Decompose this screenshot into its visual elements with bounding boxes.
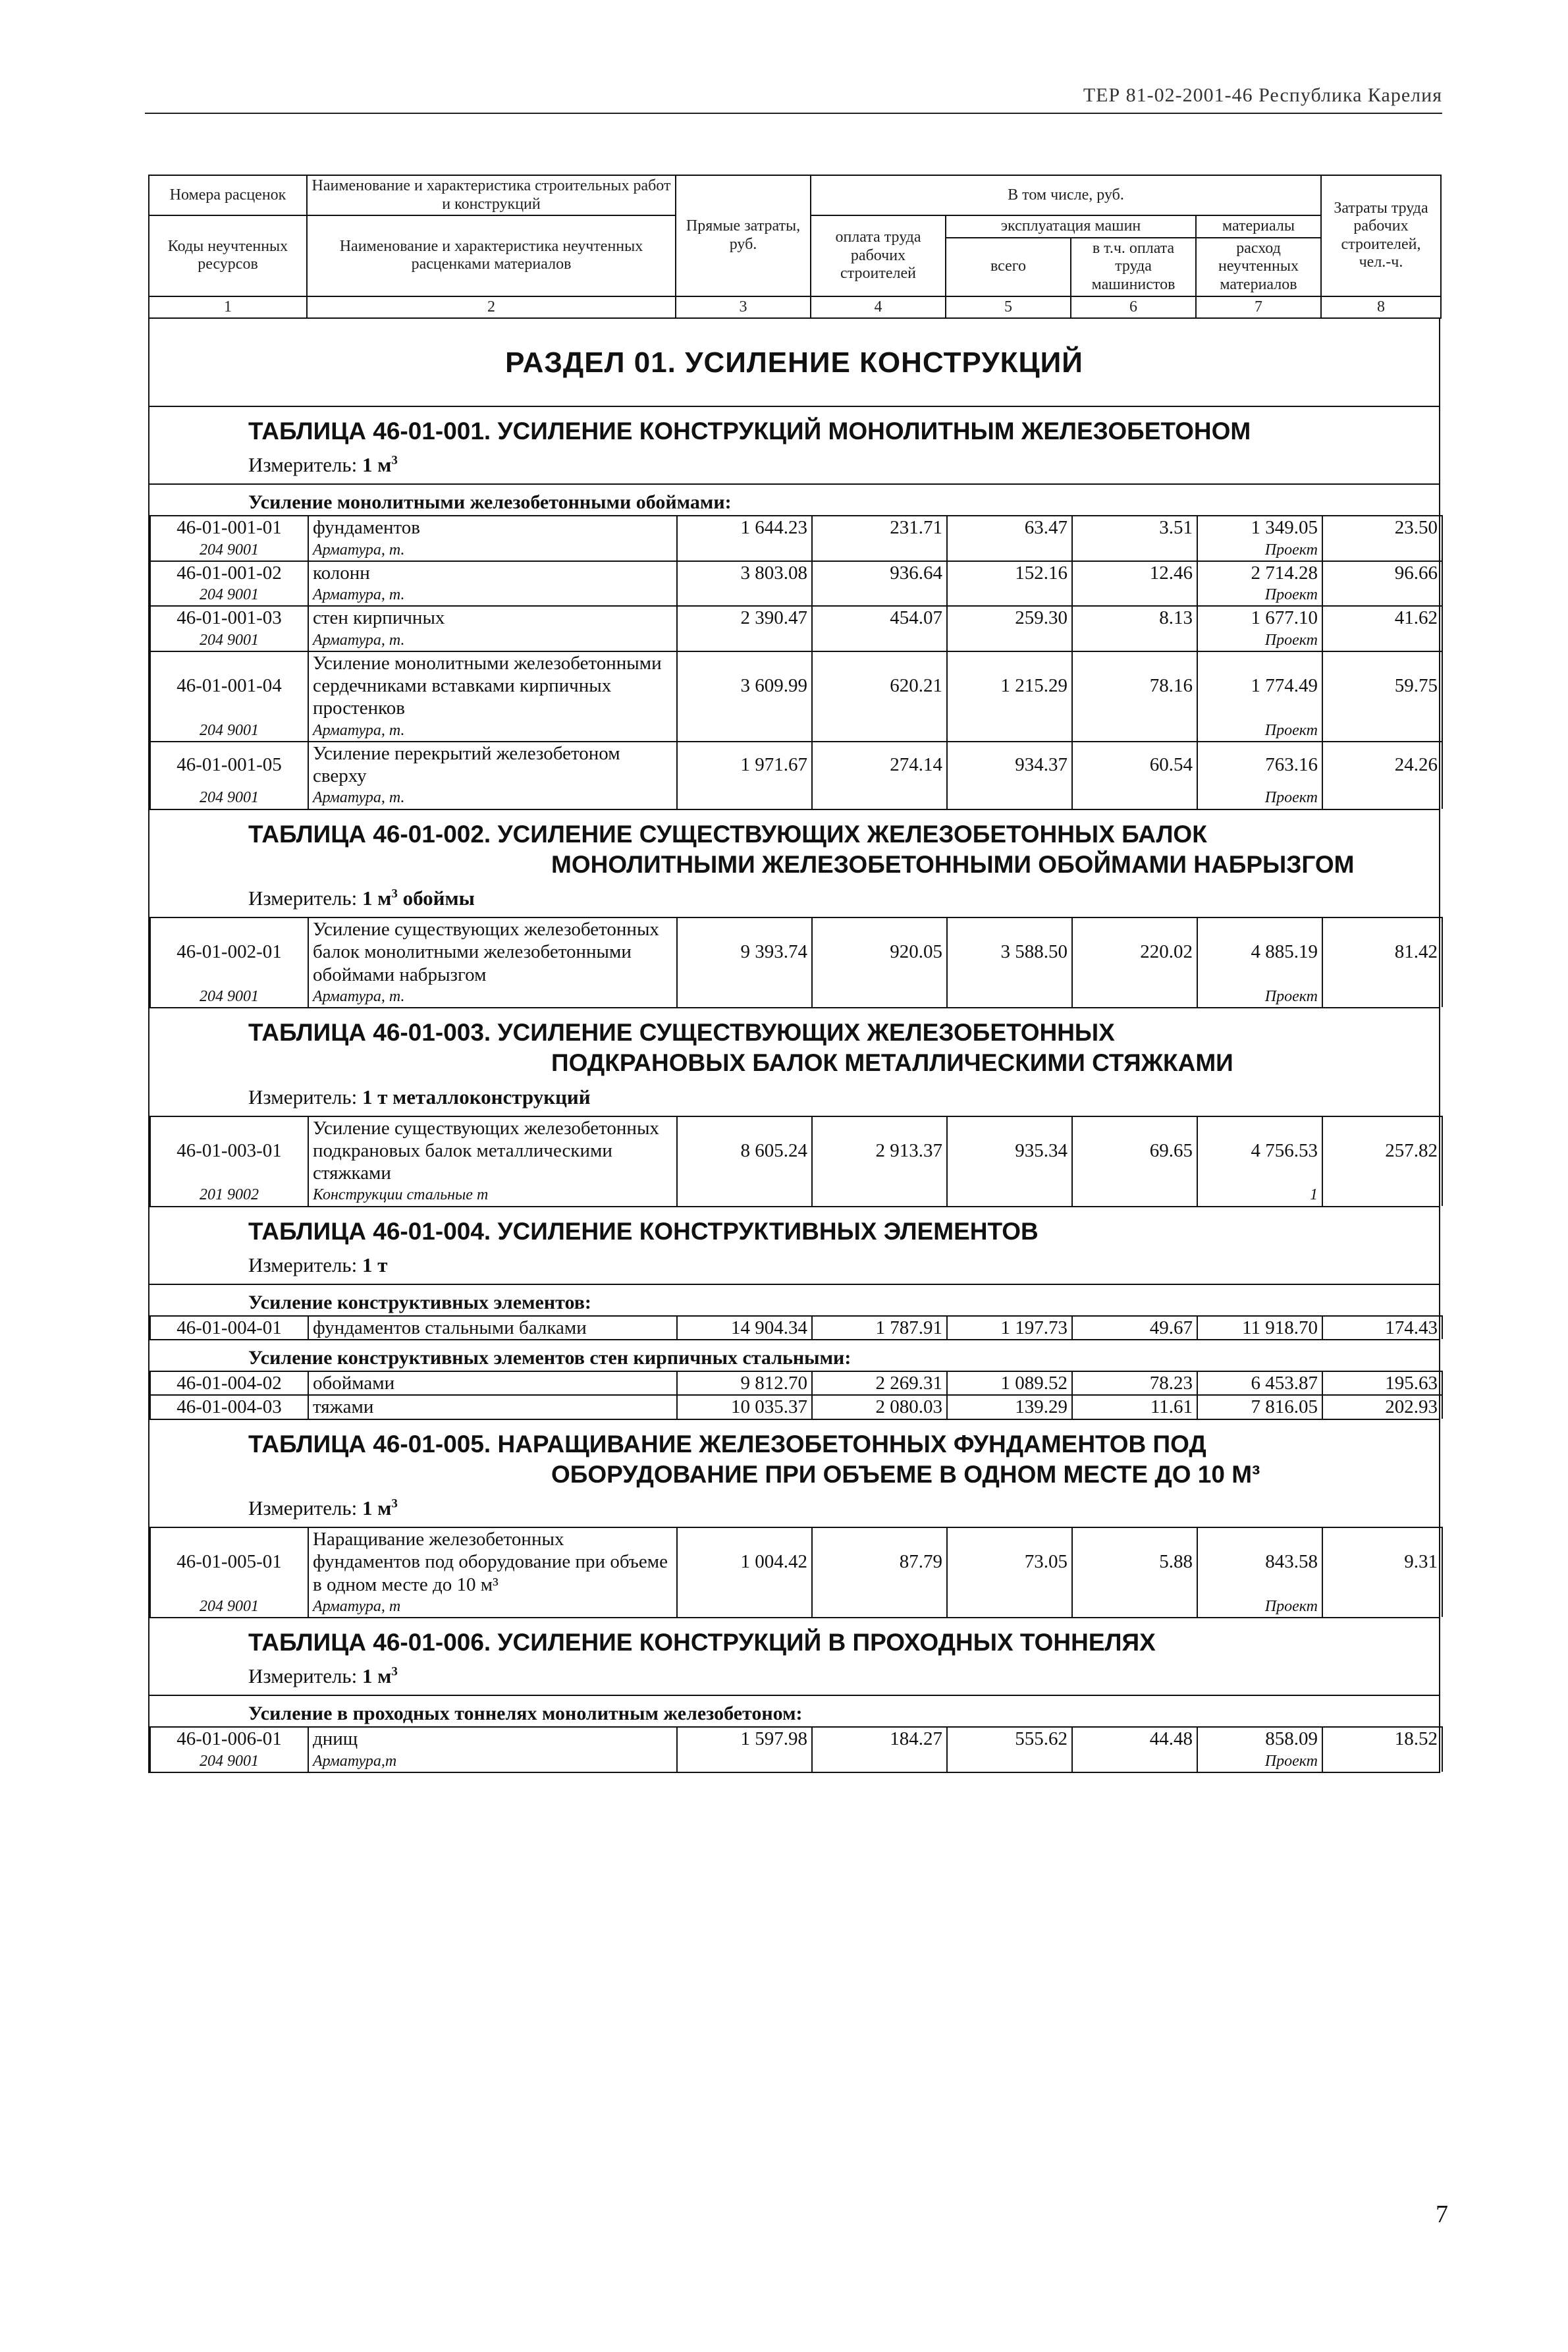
- machine-costs: 63.47: [947, 516, 1072, 539]
- group-subheading: Усиление монолитными железобетонными обоймами:: [149, 483, 1439, 515]
- labor-wages: 920.05: [812, 917, 947, 986]
- resource-name: Арматура, т.: [308, 720, 677, 742]
- work-name: фундаментов стальными балками: [308, 1316, 677, 1339]
- table-row: [150, 1527, 1442, 1596]
- material-costs: 1 677.10: [1197, 606, 1322, 629]
- labor-wages: 184.27: [812, 1727, 947, 1750]
- rate-code: 46-01-004-03: [150, 1395, 308, 1418]
- unit-line: [149, 1494, 1439, 1527]
- empty-cell: [947, 630, 1072, 651]
- table-title: [149, 1618, 1439, 1662]
- unit-label: Измеритель:: [248, 1085, 362, 1108]
- labor-wages: 454.07: [812, 606, 947, 629]
- rate-code: 46-01-001-04: [150, 651, 308, 720]
- machine-costs: 259.30: [947, 606, 1072, 629]
- material-costs: 7 816.05: [1197, 1395, 1322, 1418]
- empty-cell: [677, 986, 812, 1007]
- direct-costs: 10 035.37: [677, 1395, 812, 1418]
- empty-cell: [677, 720, 812, 742]
- direct-costs: 14 904.34: [677, 1316, 812, 1339]
- empty-cell: [677, 630, 812, 651]
- labor-hours: 81.42: [1322, 917, 1442, 986]
- material-costs: 6 453.87: [1197, 1371, 1322, 1395]
- machine-costs: 1 089.52: [947, 1371, 1072, 1395]
- rate-code: 46-01-001-02: [150, 561, 308, 584]
- table-row: [150, 742, 1442, 787]
- labor-wages: 274.14: [812, 742, 947, 787]
- labor-hours: 18.52: [1322, 1727, 1442, 1750]
- unit-value: 1 м: [362, 1664, 392, 1688]
- labor-hours: 202.93: [1322, 1395, 1442, 1418]
- empty-cell: [812, 1596, 947, 1617]
- labor-wages: 936.64: [812, 561, 947, 584]
- machine-costs: 555.62: [947, 1727, 1072, 1750]
- rate-code: 46-01-004-01: [150, 1316, 308, 1339]
- unit-value: 1 м: [362, 1496, 392, 1520]
- empty-cell: [947, 787, 1072, 808]
- resource-row: [150, 720, 1442, 742]
- empty-cell: [1072, 1184, 1197, 1205]
- empty-cell: [1072, 539, 1197, 561]
- labor-wages: 231.71: [812, 516, 947, 539]
- resource-name: Арматура, т: [308, 1596, 677, 1617]
- resource-code: 204 9001: [150, 720, 308, 742]
- table-row: [150, 516, 1442, 539]
- document-header: ТЕР 81-02-2001-46 Республика Карелия: [1083, 84, 1442, 106]
- page-number: 7: [1436, 2201, 1448, 2228]
- resource-row: [150, 1596, 1442, 1617]
- machinist-wages: 44.48: [1072, 1727, 1197, 1750]
- empty-cell: [677, 539, 812, 561]
- empty-cell: [947, 720, 1072, 742]
- resource-row: [150, 1184, 1442, 1205]
- col-number: 2: [307, 296, 676, 319]
- empty-cell: [947, 539, 1072, 561]
- labor-hours: 59.75: [1322, 651, 1442, 720]
- table-title: [149, 1420, 1439, 1494]
- machine-costs: 1 215.29: [947, 651, 1072, 720]
- machines-header: эксплуатация машин: [946, 215, 1196, 238]
- resource-code: 204 9001: [150, 584, 308, 606]
- materials-header: материалы: [1196, 215, 1321, 238]
- unit-superscript: 3: [391, 454, 398, 468]
- table-title: [149, 1008, 1439, 1083]
- col-7-header: расход неучтенных материалов: [1196, 238, 1321, 296]
- unit-superscript: 3: [391, 1496, 398, 1511]
- direct-costs: 9 393.74: [677, 917, 812, 986]
- rate-table: [149, 1527, 1443, 1617]
- col-4-header: оплата труда рабочих строителей: [811, 215, 946, 296]
- unit-label: Измеритель:: [248, 887, 362, 910]
- table-row: [150, 651, 1442, 720]
- resource-name: Арматура, т.: [308, 584, 677, 606]
- empty-cell: [947, 1751, 1072, 1772]
- rate-code: 46-01-004-02: [150, 1371, 308, 1395]
- table-title-line-1: ТАБЛИЦА 46-01-006. УСИЛЕНИЕ КОНСТРУКЦИЙ В ПРОХОДНЫХ ТОННЕЛЯХ: [248, 1629, 1156, 1656]
- table-row: [150, 561, 1442, 584]
- resource-consumption: Проект: [1197, 1751, 1322, 1772]
- empty-cell: [677, 584, 812, 606]
- unit-superscript: 3: [391, 1664, 398, 1679]
- empty-cell: [677, 1184, 812, 1205]
- empty-cell: [1322, 1596, 1442, 1617]
- group-subheading: Усиление в проходных тоннелях монолитным железобетоном:: [149, 1695, 1439, 1726]
- col-3-header: Прямые затраты, руб.: [676, 175, 811, 296]
- material-costs: 858.09: [1197, 1727, 1322, 1750]
- machinist-wages: 8.13: [1072, 606, 1197, 629]
- resource-name: Арматура, т.: [308, 787, 677, 808]
- rate-code: 46-01-005-01: [150, 1527, 308, 1596]
- empty-cell: [677, 1596, 812, 1617]
- unit-tail: обоймы: [397, 887, 475, 910]
- unit-value: 1 т: [362, 1253, 388, 1276]
- labor-hours: 195.63: [1322, 1371, 1442, 1395]
- table-title: [149, 407, 1439, 451]
- material-costs: 4 885.19: [1197, 917, 1322, 986]
- labor-hours: 257.82: [1322, 1116, 1442, 1185]
- table-title: [149, 1207, 1439, 1251]
- labor-hours: 9.31: [1322, 1527, 1442, 1596]
- machinist-wages: 69.65: [1072, 1116, 1197, 1185]
- labor-wages: 1 787.91: [812, 1316, 947, 1339]
- resource-name: Арматура, т.: [308, 630, 677, 651]
- work-name: Усиление существующих железобетонных подкрановых балок металлическими стяжками: [308, 1116, 677, 1185]
- work-name: Усиление монолитными железобетонными сердечниками вставками кирпичных простенков: [308, 651, 677, 720]
- resource-row: [150, 787, 1442, 808]
- material-costs: 4 756.53: [1197, 1116, 1322, 1185]
- col-group-header: В том числе, руб.: [811, 175, 1321, 215]
- resource-name: Арматура, т.: [308, 539, 677, 561]
- material-costs: 11 918.70: [1197, 1316, 1322, 1339]
- direct-costs: 2 390.47: [677, 606, 812, 629]
- direct-costs: 1 004.42: [677, 1527, 812, 1596]
- direct-costs: 8 605.24: [677, 1116, 812, 1185]
- empty-cell: [1072, 1751, 1197, 1772]
- col-number: 8: [1321, 296, 1441, 319]
- col-2-top: Наименование и характеристика строительных работ и конструкций: [307, 175, 676, 215]
- empty-cell: [812, 539, 947, 561]
- header-rule: [145, 113, 1442, 114]
- machinist-wages: 60.54: [1072, 742, 1197, 787]
- table-row: [150, 606, 1442, 629]
- machine-costs: 3 588.50: [947, 917, 1072, 986]
- resource-row: [150, 986, 1442, 1007]
- rate-table-block: [148, 1618, 1440, 1773]
- resource-consumption: Проект: [1197, 539, 1322, 561]
- empty-cell: [812, 630, 947, 651]
- col-number: 3: [676, 296, 811, 319]
- table-title-line-1: ТАБЛИЦА 46-01-004. УСИЛЕНИЕ КОНСТРУКТИВНЫХ ЭЛЕМЕНТОВ: [248, 1217, 1039, 1245]
- empty-cell: [1072, 630, 1197, 651]
- resource-row: [150, 539, 1442, 561]
- work-name: тяжами: [308, 1395, 677, 1418]
- direct-costs: 3 609.99: [677, 651, 812, 720]
- rate-code: 46-01-006-01: [150, 1727, 308, 1750]
- table-title-line-2: ПОДКРАНОВЫХ БАЛОК МЕТАЛЛИЧЕСКИМИ СТЯЖКАМИ: [551, 1049, 1233, 1077]
- empty-cell: [812, 986, 947, 1007]
- col-number: 6: [1071, 296, 1196, 319]
- group-subheading: Усиление конструктивных элементов стен кирпичных стальными:: [149, 1339, 1439, 1371]
- machine-costs: 139.29: [947, 1395, 1072, 1418]
- machinist-wages: 78.23: [1072, 1371, 1197, 1395]
- labor-wages: 2 080.03: [812, 1395, 947, 1418]
- machinist-wages: 3.51: [1072, 516, 1197, 539]
- resource-consumption: Проект: [1197, 584, 1322, 606]
- resource-name: Арматура, т.: [308, 986, 677, 1007]
- material-costs: 763.16: [1197, 742, 1322, 787]
- resource-code: 201 9002: [150, 1184, 308, 1205]
- table-title-line-2: МОНОЛИТНЫМИ ЖЕЛЕЗОБЕТОННЫМИ ОБОЙМАМИ НАБРЫЗГОМ: [551, 850, 1355, 878]
- rate-table: [149, 1371, 1443, 1418]
- work-name: фундаментов: [308, 516, 677, 539]
- empty-cell: [812, 720, 947, 742]
- empty-cell: [677, 1751, 812, 1772]
- table-title-line-1: ТАБЛИЦА 46-01-002. УСИЛЕНИЕ СУЩЕСТВУЮЩИХ ЖЕЛЕЗОБЕТОННЫХ БАЛОК: [248, 820, 1207, 848]
- empty-cell: [947, 986, 1072, 1007]
- labor-wages: 2 269.31: [812, 1371, 947, 1395]
- empty-cell: [812, 584, 947, 606]
- machine-costs: 935.34: [947, 1116, 1072, 1185]
- direct-costs: 9 812.70: [677, 1371, 812, 1395]
- empty-cell: [1322, 584, 1442, 606]
- rate-table-block: [148, 1008, 1440, 1207]
- rate-code: 46-01-001-05: [150, 742, 308, 787]
- col-2-bottom: Наименование и характеристика неучтенных расценками материалов: [307, 215, 676, 296]
- unit-value: 1 т металлоконструкций: [362, 1085, 591, 1108]
- empty-cell: [1322, 986, 1442, 1007]
- machinist-wages: 12.46: [1072, 561, 1197, 584]
- rate-table: [149, 1315, 1443, 1339]
- empty-cell: [1072, 584, 1197, 606]
- empty-cell: [947, 1184, 1072, 1205]
- unit-line: [149, 1083, 1439, 1116]
- material-costs: 843.58: [1197, 1527, 1322, 1596]
- unit-label: Измеритель:: [248, 453, 362, 477]
- resource-consumption: Проект: [1197, 630, 1322, 651]
- unit-label: Измеритель:: [248, 1253, 362, 1276]
- table-row: [150, 1116, 1442, 1185]
- resource-consumption: Проект: [1197, 1596, 1322, 1617]
- table-title: [149, 810, 1439, 885]
- labor-wages: 87.79: [812, 1527, 947, 1596]
- direct-costs: 3 803.08: [677, 561, 812, 584]
- empty-cell: [1322, 720, 1442, 742]
- machinist-wages: 11.61: [1072, 1395, 1197, 1418]
- rate-table-block: [148, 810, 1440, 1008]
- rate-table-block: [148, 407, 1440, 810]
- unit-value: 1 м: [362, 453, 392, 477]
- direct-costs: 1 597.98: [677, 1727, 812, 1750]
- machine-costs: 934.37: [947, 742, 1072, 787]
- machine-costs: 1 197.73: [947, 1316, 1072, 1339]
- material-costs: 1 774.49: [1197, 651, 1322, 720]
- empty-cell: [812, 787, 947, 808]
- labor-hours: 24.26: [1322, 742, 1442, 787]
- resource-consumption: 1: [1197, 1184, 1322, 1205]
- machine-costs: 73.05: [947, 1527, 1072, 1596]
- material-costs: 2 714.28: [1197, 561, 1322, 584]
- empty-cell: [812, 1184, 947, 1205]
- table-row: [150, 917, 1442, 986]
- resource-code: 204 9001: [150, 986, 308, 1007]
- column-header-table: [148, 175, 1442, 319]
- empty-cell: [1072, 787, 1197, 808]
- rate-code: 46-01-002-01: [150, 917, 308, 986]
- resource-code: 204 9001: [150, 539, 308, 561]
- direct-costs: 1 644.23: [677, 516, 812, 539]
- work-name: Усиление существующих железобетонных балок монолитными железобетонными обоймами набрызгом: [308, 917, 677, 986]
- resource-row: [150, 630, 1442, 651]
- resource-code: 204 9001: [150, 1751, 308, 1772]
- work-name: обоймами: [308, 1371, 677, 1395]
- labor-hours: 41.62: [1322, 606, 1442, 629]
- resource-code: 204 9001: [150, 1596, 308, 1617]
- work-name: Наращивание железобетонных фундаментов под оборудование при объеме в одном месте до 10 м³: [308, 1527, 677, 1596]
- col-number: 1: [149, 296, 307, 319]
- resource-code: 204 9001: [150, 630, 308, 651]
- work-name: стен кирпичных: [308, 606, 677, 629]
- labor-hours: 23.50: [1322, 516, 1442, 539]
- rate-table: [149, 1116, 1443, 1206]
- empty-cell: [947, 1596, 1072, 1617]
- work-name: Усиление перекрытий железобетоном сверху: [308, 742, 677, 787]
- col-number: 5: [946, 296, 1071, 319]
- resource-consumption: Проект: [1197, 787, 1322, 808]
- col-number: 7: [1196, 296, 1321, 319]
- empty-cell: [1322, 539, 1442, 561]
- labor-hours: 174.43: [1322, 1316, 1442, 1339]
- empty-cell: [947, 584, 1072, 606]
- unit-line: [149, 884, 1439, 917]
- resource-consumption: Проект: [1197, 986, 1322, 1007]
- material-costs: 1 349.05: [1197, 516, 1322, 539]
- col-1-top: Номера расценок: [149, 175, 307, 215]
- section-block: [148, 319, 1440, 407]
- rate-table-block: [148, 1207, 1440, 1420]
- col-1-bottom: Коды неучтенных ресурсов: [149, 215, 307, 296]
- empty-cell: [1322, 630, 1442, 651]
- unit-label: Измеритель:: [248, 1496, 362, 1520]
- machinist-wages: 49.67: [1072, 1316, 1197, 1339]
- empty-cell: [677, 787, 812, 808]
- empty-cell: [1072, 986, 1197, 1007]
- empty-cell: [1072, 1596, 1197, 1617]
- resource-name: Конструкции стальные т: [308, 1184, 677, 1205]
- resource-name: Арматура,т: [308, 1751, 677, 1772]
- unit-superscript: 3: [391, 887, 398, 901]
- empty-cell: [1322, 787, 1442, 808]
- col-5-header: всего: [946, 238, 1071, 296]
- rate-table: [149, 917, 1443, 1007]
- machinist-wages: 220.02: [1072, 917, 1197, 986]
- table-title-line-1: ТАБЛИЦА 46-01-001. УСИЛЕНИЕ КОНСТРУКЦИЙ МОНОЛИТНЫМ ЖЕЛЕЗОБЕТОНОМ: [248, 418, 1251, 445]
- empty-cell: [1322, 1184, 1442, 1205]
- table-title-line-2: ОБОРУДОВАНИЕ ПРИ ОБЪЕМЕ В ОДНОМ МЕСТЕ ДО 10 М³: [551, 1460, 1260, 1488]
- rate-table: [149, 1726, 1443, 1772]
- table-row: [150, 1316, 1442, 1339]
- section-title: РАЗДЕЛ 01. УСИЛЕНИЕ КОНСТРУКЦИЙ: [505, 346, 1083, 379]
- resource-consumption: Проект: [1197, 720, 1322, 742]
- page-content: [148, 175, 1440, 1773]
- col-8-header: Затраты труда рабочих строителей, чел.-ч.: [1321, 175, 1441, 296]
- unit-line: [149, 1251, 1439, 1284]
- empty-cell: [1072, 720, 1197, 742]
- labor-wages: 620.21: [812, 651, 947, 720]
- rate-table-block: [148, 1420, 1440, 1618]
- table-title-line-1: ТАБЛИЦА 46-01-005. НАРАЩИВАНИЕ ЖЕЛЕЗОБЕТОННЫХ ФУНДАМЕНТОВ ПОД: [248, 1430, 1206, 1458]
- col-6-header: в т.ч. оплата труда машинистов: [1071, 238, 1196, 296]
- table-row: [150, 1371, 1442, 1395]
- rate-code: 46-01-001-01: [150, 516, 308, 539]
- rate-code: 46-01-003-01: [150, 1116, 308, 1185]
- direct-costs: 1 971.67: [677, 742, 812, 787]
- tables-container: [148, 407, 1440, 1773]
- work-name: колонн: [308, 561, 677, 584]
- unit-line: [149, 451, 1439, 483]
- resource-row: [150, 1751, 1442, 1772]
- resource-code: 204 9001: [150, 787, 308, 808]
- table-row: [150, 1727, 1442, 1750]
- empty-cell: [812, 1751, 947, 1772]
- machinist-wages: 5.88: [1072, 1527, 1197, 1596]
- rate-code: 46-01-001-03: [150, 606, 308, 629]
- resource-row: [150, 584, 1442, 606]
- empty-cell: [1322, 1751, 1442, 1772]
- machine-costs: 152.16: [947, 561, 1072, 584]
- machinist-wages: 78.16: [1072, 651, 1197, 720]
- col-number: 4: [811, 296, 946, 319]
- labor-wages: 2 913.37: [812, 1116, 947, 1185]
- unit-value: 1 м: [362, 887, 392, 910]
- unit-label: Измеритель:: [248, 1664, 362, 1688]
- table-title-line-1: ТАБЛИЦА 46-01-003. УСИЛЕНИЕ СУЩЕСТВУЮЩИХ ЖЕЛЕЗОБЕТОННЫХ: [248, 1019, 1115, 1047]
- table-row: [150, 1395, 1442, 1418]
- labor-hours: 96.66: [1322, 561, 1442, 584]
- group-subheading: Усиление конструктивных элементов:: [149, 1284, 1439, 1315]
- work-name: днищ: [308, 1727, 677, 1750]
- rate-table: [149, 515, 1443, 808]
- unit-line: [149, 1662, 1439, 1695]
